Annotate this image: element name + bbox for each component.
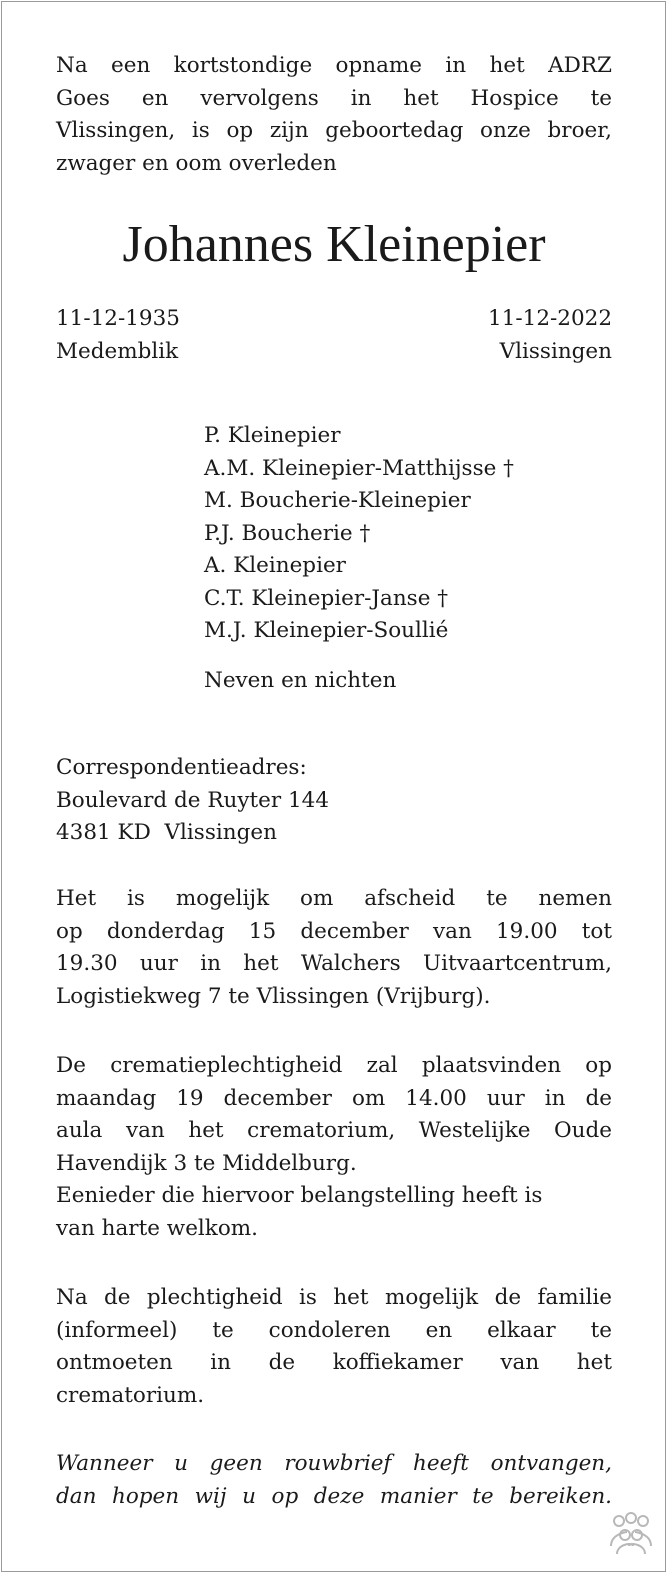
ceremony-line: De crematieplechtigheid zal plaatsvinden op — [56, 1053, 612, 1078]
family-member: M. Boucherie-Kleinepier — [204, 488, 471, 513]
family-member: A.M. Kleinepier-Matthijsse † — [204, 455, 514, 481]
death-place: Vlissingen — [499, 338, 612, 364]
family-member: M.J. Kleinepier-Soullié — [204, 618, 449, 643]
death-date: 11-12-2022 — [488, 306, 612, 331]
farewell-line: op donderdag 15 december van 19.00 tot — [56, 918, 612, 944]
closing-line: Wanneer u geen rouwbrief heeft ontvangen, — [56, 1451, 612, 1476]
birth-date: 11-12-1935 — [56, 306, 180, 331]
condolences-paragraph — [56, 1282, 612, 1412]
birth-info — [56, 303, 180, 368]
farewell-paragraph — [56, 883, 612, 1013]
intro-line: Na een kortstondige opname in het ADRZ — [56, 53, 612, 78]
family-member: P.J. Boucherie † — [204, 520, 371, 546]
ceremony-line: van harte welkom. — [56, 1215, 258, 1241]
condolences-line: Na de plechtigheid is het mogelijk de familie — [56, 1285, 612, 1310]
intro-line: zwager en oom overleden — [56, 150, 337, 176]
closing-line: dan hopen wij u op deze manier te bereiken. — [56, 1483, 612, 1509]
farewell-line: Het is mogelijk om afscheid te nemen — [56, 886, 612, 911]
family-member: C.T. Kleinepier-Janse † — [204, 585, 449, 611]
farewell-line: 19.30 uur in het Walchers Uitvaartcentrum, — [56, 951, 612, 976]
address-postal-city: 4381 KD Vlissingen — [56, 820, 277, 845]
deceased-name: Johannes Kleinepier — [122, 216, 546, 273]
ceremony-line: maandag 19 december om 14.00 uur in de — [56, 1085, 612, 1111]
ceremony-line: Eenieder die hiervoor belangstelling heeft is — [56, 1183, 543, 1208]
address-street: Boulevard de Ruyter 144 — [56, 787, 330, 813]
intro-paragraph — [56, 50, 612, 180]
life-dates — [56, 303, 612, 368]
condolences-line: crematorium. — [56, 1382, 205, 1408]
intro-line: Vlissingen, is op zijn geboortedag onze broer, — [56, 118, 612, 143]
people-group-icon — [606, 1512, 656, 1558]
ceremony-paragraph — [56, 1050, 612, 1245]
closing-note — [56, 1448, 612, 1513]
family-member: P. Kleinepier — [204, 423, 341, 448]
ceremony-line: aula van het crematorium, Westelijke Oude — [56, 1118, 612, 1143]
condolences-line: ontmoeten in de koffiekamer van het — [56, 1350, 612, 1375]
correspondence-address — [56, 752, 329, 850]
birth-place: Medemblik — [56, 338, 179, 364]
ceremony-line: Havendijk 3 te Middelburg. — [56, 1150, 357, 1176]
family-member: A. Kleinepier — [204, 553, 346, 578]
farewell-line: Logistiekweg 7 te Vlissingen (Vrijburg). — [56, 983, 491, 1009]
death-info — [488, 303, 612, 368]
nieces-nephews: Neven en nichten — [204, 667, 397, 693]
address-label: Correspondentieadres: — [56, 755, 307, 780]
condolences-line: (informeel) te condoleren en elkaar te — [56, 1317, 612, 1343]
intro-line: Goes en vervolgens in het Hospice te — [56, 85, 612, 111]
family-list — [204, 420, 514, 697]
